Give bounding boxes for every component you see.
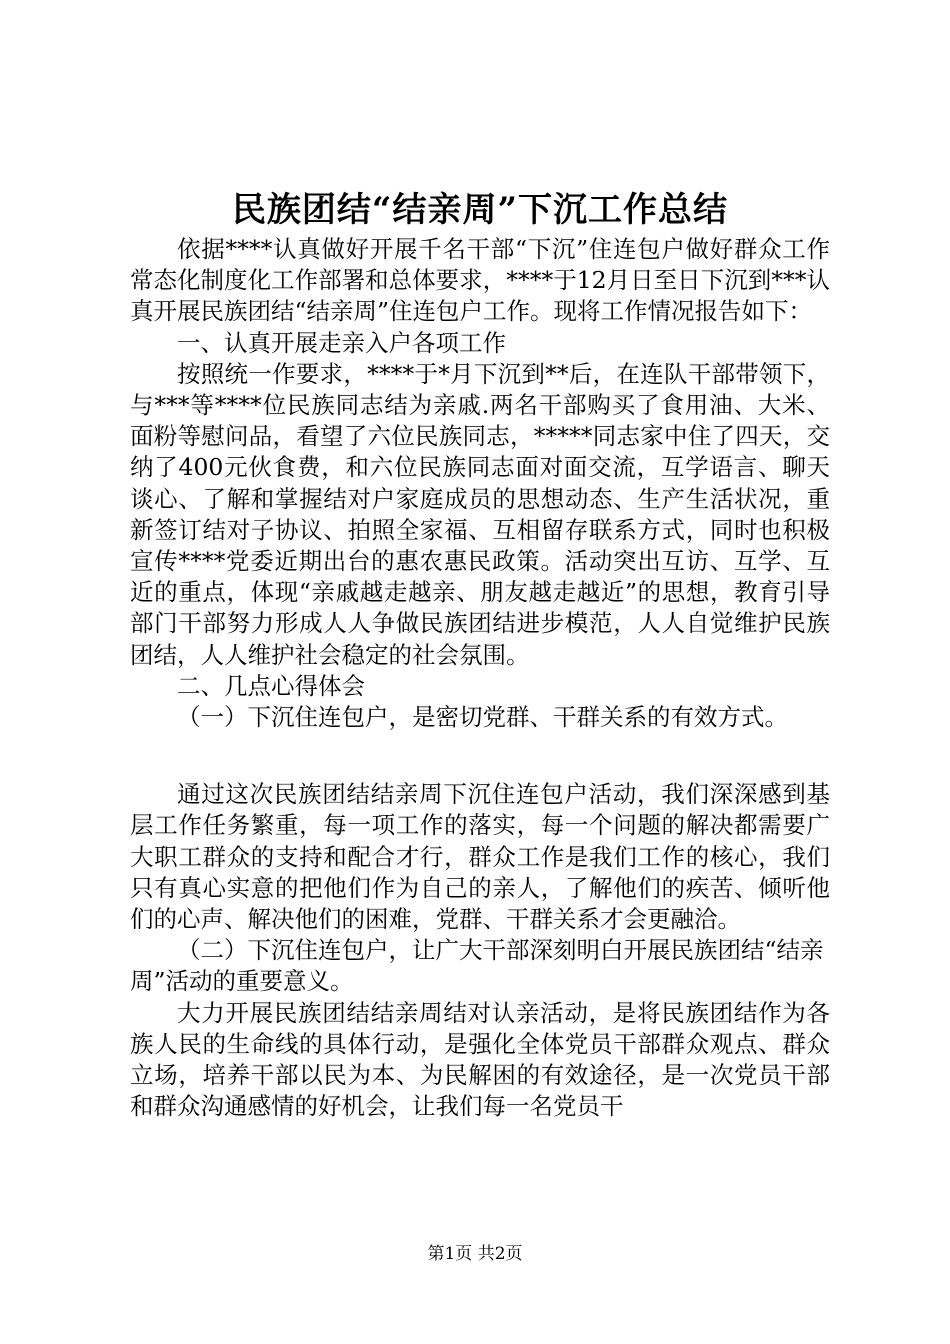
subheading-1: （一）下沉住连包户，是密切党群、干群关系的有效方式。 <box>177 703 788 732</box>
subheading-1-paragraph: 通过这次民族团结结亲周下沉住连包户活动，我们深深感到基层工作任务繁重，每一项工作的落实，每一个问题的解决都需要广大职工群众的支持和配合才行，群众工作是我们工作的核心，我们只有真心实意的把他们作为自己的亲人，了解他们的疾苦、倾听他们的心声、解决他们的困难，党群、干群关系才会更融洽。 <box>130 780 830 934</box>
intro-paragraph: 依据****认真做好开展千名干部“下沉”住连包户做好群众工作常态化制度化工作部署和总体要求，****于12月日至日下沉到***认真开展民族团结“结亲周”住连包户工作。现将工作情况报告如下： <box>130 235 830 326</box>
section-1-paragraph: 按照统一作要求，****于*月下沉到**后，在连队干部带领下，与***等****位民族同志结为亲戚.两名干部购买了食用油、大米、面粉等慰问品，看望了六位民族同志，*****同志家中住了四天，交纳了400元伙食费，和六位民族同志面对面交流，互学语言、聊天谈心、了解和掌握结对户家庭成员的思想动态、生产生活状况，重新签订结对子协议、拍照全家福、互相留存联系方式，同时也积极宣传****党委近期出台的惠农惠民政策。活动突出互访、互学、互近的重点，体现“亲戚越走越亲、朋友越走越近”的思想，教育引导部门干部努力形成人人争做民族团结进步模范，人人自觉维护民族团结，人人维护社会稳定的社会氛围。 <box>130 359 830 669</box>
blank-line <box>130 733 830 779</box>
section-heading-2: 二、几点心得体会 <box>177 671 365 700</box>
document-page <box>130 188 830 1122</box>
subheading-2: （二）下沉住连包户，让广大干部深刻明白开展民族团结“结亲周”活动的重要意义。 <box>130 936 824 996</box>
section-heading-1: 一、认真开展走亲入户各项工作 <box>177 328 506 357</box>
page-number-footer: 第1页 共2页 <box>427 1244 523 1264</box>
document-title: 民族团结“结亲周”下沉工作总结 <box>231 190 729 230</box>
subheading-2-paragraph: 大力开展民族团结结亲周结对认亲活动，是将民族团结作为各族人民的生命线的具体行动，是强化全体党员干部群众观点、群众立场，培养干部以民为本、为民解困的有效途径，是一次党员干部和群众沟通感情的好机会，让我们每一名党员干 <box>130 998 830 1121</box>
